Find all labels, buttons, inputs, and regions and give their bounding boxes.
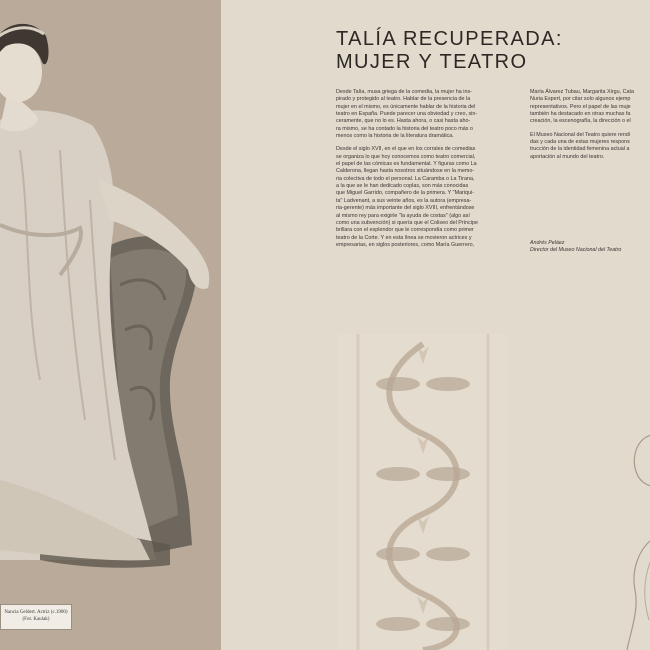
- text-line: se organiza lo que hoy conocemos como teatro comercial,: [336, 153, 476, 160]
- page-title: [336, 28, 563, 74]
- text-line: El Museo Nacional del Teatro quiere rendi: [530, 131, 630, 138]
- text-line: como una subvención) si quería que el Coliseo del Príncipe: [336, 219, 479, 226]
- paragraph: [530, 132, 650, 161]
- photo-caption: [0, 604, 72, 630]
- text-line: a la que se le han dedicado coplas, son más conocidas: [336, 183, 469, 190]
- text-line: Calderona, llegan hasta nosotros situándose en la memo-: [336, 168, 475, 175]
- paragraph: [336, 146, 502, 249]
- paragraph: [530, 89, 650, 126]
- paragraph: [336, 89, 502, 140]
- text-line: creación, la escenografía, la dirección o el: [530, 118, 631, 125]
- text-line: das y cada una de estas mujeres respons: [530, 139, 630, 146]
- signature: [530, 240, 650, 254]
- text-line: empresarias, en siglos posteriores, como María Guerrero,: [336, 241, 475, 248]
- figure-sketch: [621, 430, 650, 650]
- text-line: teatro en España. Puede parecer una obviedad y creo, sin-: [336, 111, 478, 118]
- text-column-2: [530, 89, 650, 254]
- text-line: que Miguel Garrido, compañero de la primera. Y "Mariqui-: [336, 190, 475, 197]
- text-line: Desde el siglo XVII, en el que en los corrales de comedias: [336, 146, 476, 153]
- left-page: [0, 0, 221, 650]
- text-line: ra mismo, se ha contado la historia del teatro poco más o: [336, 125, 473, 132]
- signature-role: Director del Museo Nacional del Teatro: [530, 247, 622, 254]
- decorative-column-ornament: [338, 334, 508, 650]
- text-line: Nuria Espert, por citar solo algunos ejemp: [530, 96, 631, 103]
- caption-line: (Fot. Kaulak): [22, 617, 50, 622]
- text-column-1: [336, 89, 502, 255]
- text-line: trucción de la identidad femenina actual a: [530, 146, 630, 153]
- text-line: Desde Talía, musa griega de la comedia, la mujer ha ins-: [336, 89, 472, 95]
- text-line: ta" Ladvenant, a sus veinte años, es la autora (empresa-: [336, 197, 472, 204]
- text-line: teatro de la Corte. Y en esta línea se movieron actrices y: [336, 234, 472, 241]
- caption-line: Nancia Geldert. Actriz (c.1900): [4, 610, 68, 615]
- right-page: [221, 0, 650, 650]
- text-line: pirado y protegido al teatro. Hablar de la presencia de la: [336, 96, 471, 103]
- text-line: María Álvarez Tubau, Margarita Xirgu, Cata: [530, 89, 634, 95]
- text-line: menos como la historia de la literatura dramática.: [336, 133, 454, 140]
- text-line: al mismo rey para exigirle "la ayuda de costas" (algo así: [336, 212, 470, 219]
- text-line: ria-gerente) más importante del siglo XVIII, enfrentándose: [336, 205, 475, 212]
- text-line: el papel de las cómicas es fundamental. Y figuras como La: [336, 161, 477, 168]
- text-line: mujer en el mismo, es únicamente hablar de la historia del: [336, 103, 476, 110]
- signature-name: Andrés Peláez: [530, 240, 565, 247]
- text-line: ria colectiva de todo el personal. La Caramba o La Tirana,: [336, 175, 475, 182]
- text-line: también ha destacado en otras muchas fa: [530, 111, 631, 118]
- title-line: MUJER Y TEATRO: [336, 51, 528, 73]
- text-line: aportación al mundo del teatro.: [530, 153, 605, 160]
- text-line: ceramente, que no lo es. Hasta ahora, o casi hasta aho-: [336, 118, 471, 125]
- title-line: TALÍA RECUPERADA:: [336, 28, 563, 50]
- actress-photo: [0, 0, 221, 650]
- text-line: brillara con el esplendor que le correspondía como primer: [336, 227, 474, 234]
- text-line: representativos. Pero el papel de las muje: [530, 103, 631, 110]
